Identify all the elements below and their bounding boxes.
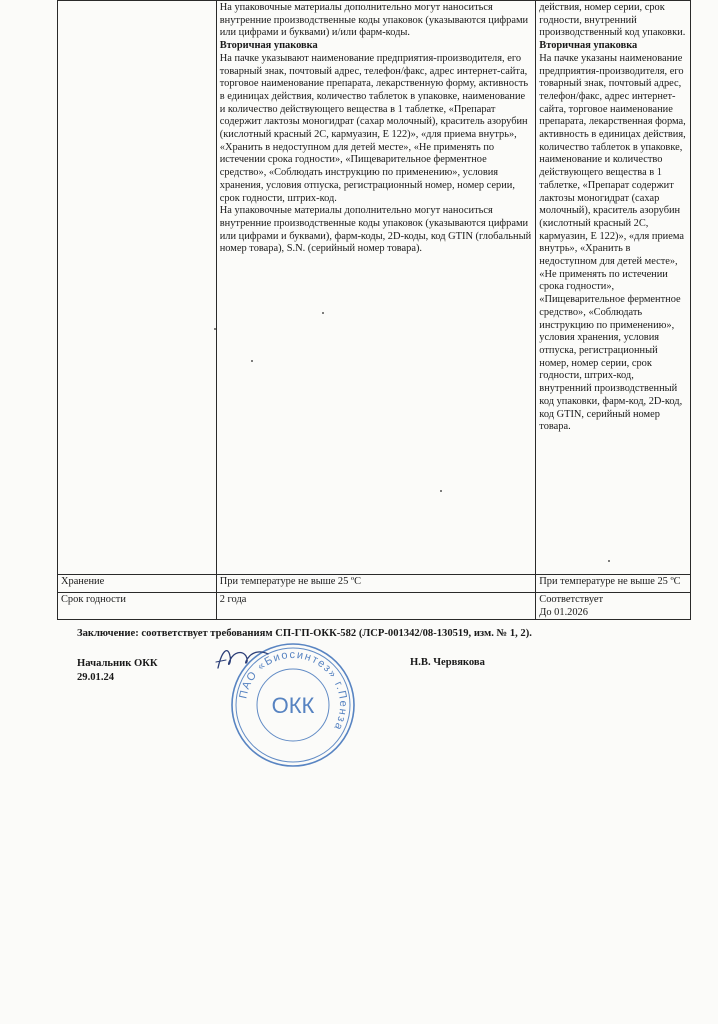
result-heading: Вторичная упаковка: [539, 40, 638, 52]
scan-speck: [440, 490, 442, 492]
requirement-text-body: На пачке указывают наименование предприятия-производителя, его товарный знак, почтовый адрес, телефон/факс, адрес интернет-сайта, торговое наименование препарата, лекарственную форму, активность в единицах действия, количество таблеток в упаковке, наименование и количество действующего вещества в 1 таблетке, «Препарат содержит лактозы моногидрат (сахар молочный), краситель азорубин (кислотный красный 2С, кармуазин, Е 122)», «для приема внутрь», «Хранить в недоступном для детей месте», «Не применять по истечении срока годности», «Пищеварительное ферментное средство», «Соблюдать инструкцию по применению», условия хранения, условия отпуска, регистрационный номер, номер серии, срок годности, штрих-код.: [219, 52, 529, 204]
shelf-life-label: Срок годности: [58, 593, 217, 620]
parameter-cell-empty: [58, 1, 217, 575]
stamp-ring-text: ПАО «Биосинтез» г.Пенза: [237, 648, 350, 733]
signoff-position: Начальник ОКК: [77, 658, 158, 669]
result-text-top: действия, номер серии, срок годности, внутренний производственный код упаковки.: [539, 2, 686, 39]
handwritten-signature: [212, 642, 272, 676]
shelf-life-requirement: 2 года: [216, 593, 536, 620]
table-row-storage: [58, 575, 691, 593]
requirement-heading: Вторичная упаковка: [219, 40, 318, 52]
scan-speck: [214, 328, 216, 330]
stamp-center-text: ОКК: [271, 693, 315, 718]
conclusion-text: Заключение: соответствует требованиям СП-ГП-ОКК-582 (ЛСР-001342/08-130519, изм. № 1, 2).: [77, 628, 532, 639]
shelf-life-result: [536, 593, 691, 620]
scan-speck: [251, 360, 253, 362]
signoff-date: 29.01.24: [77, 672, 115, 683]
storage-requirement: При температуре не выше 25 ºС: [216, 575, 536, 593]
table-row-shelf-life: [58, 593, 691, 620]
storage-label: Хранение: [58, 575, 217, 593]
requirement-cell: [216, 1, 536, 575]
result-cell: [536, 1, 691, 575]
shelf-life-result-date: До 01.2026: [539, 606, 588, 618]
signoff-name: Н.В. Червякова: [410, 657, 485, 668]
storage-result: При температуре не выше 25 ºС: [536, 575, 691, 593]
scan-speck: [608, 560, 610, 562]
result-text-body: На пачке указаны наименование предприятия-производителя, его товарный знак, почтовый адрес, телефон/факс, адрес интернет-сайта, торговое наименование препарата, лекарственная форма, активность в единицах действия, количество таблеток в упаковке, наименование и количество действующего вещества в 1 таблетке, «Препарат содержит лактозы моногидрат (сахар молочный), краситель азорубин (кислотный красный 2С, кармуазин, Е 122)», «для приема внутрь», «Хранить в недоступном для детей месте», «Не применять по истечении срока годности», «Пищеварительное ферментное средство», «Соблюдать инструкцию по применению», условия хранения, условия отпуска, регистрационный номер, номер серии, срок годности, штрих-код, внутренний производственный код упаковки, фарм-код, 2D-код, код GTIN, серийный номер товара.: [539, 52, 686, 433]
shelf-life-result-status: Соответствует: [539, 594, 604, 605]
specification-table: [57, 0, 691, 620]
signoff-block: [77, 657, 158, 685]
requirement-text-top: На упаковочные материалы дополнительно могут наноситься внутренние производственные коды упаковок (указываются цифрами или цифрами и буквами) и/или фарм-коды.: [219, 2, 529, 39]
table-row-packaging: [58, 1, 691, 575]
requirement-text-bottom: На упаковочные материалы дополнительно могут наноситься внутренние производственные коды упаковок (указываются цифрами или цифрами и буквами), фарм-коды, 2D-коды, код GTIN (глобальный номер товара), S.N. (серийный номер товара).: [219, 205, 532, 255]
scan-speck: [322, 312, 324, 314]
